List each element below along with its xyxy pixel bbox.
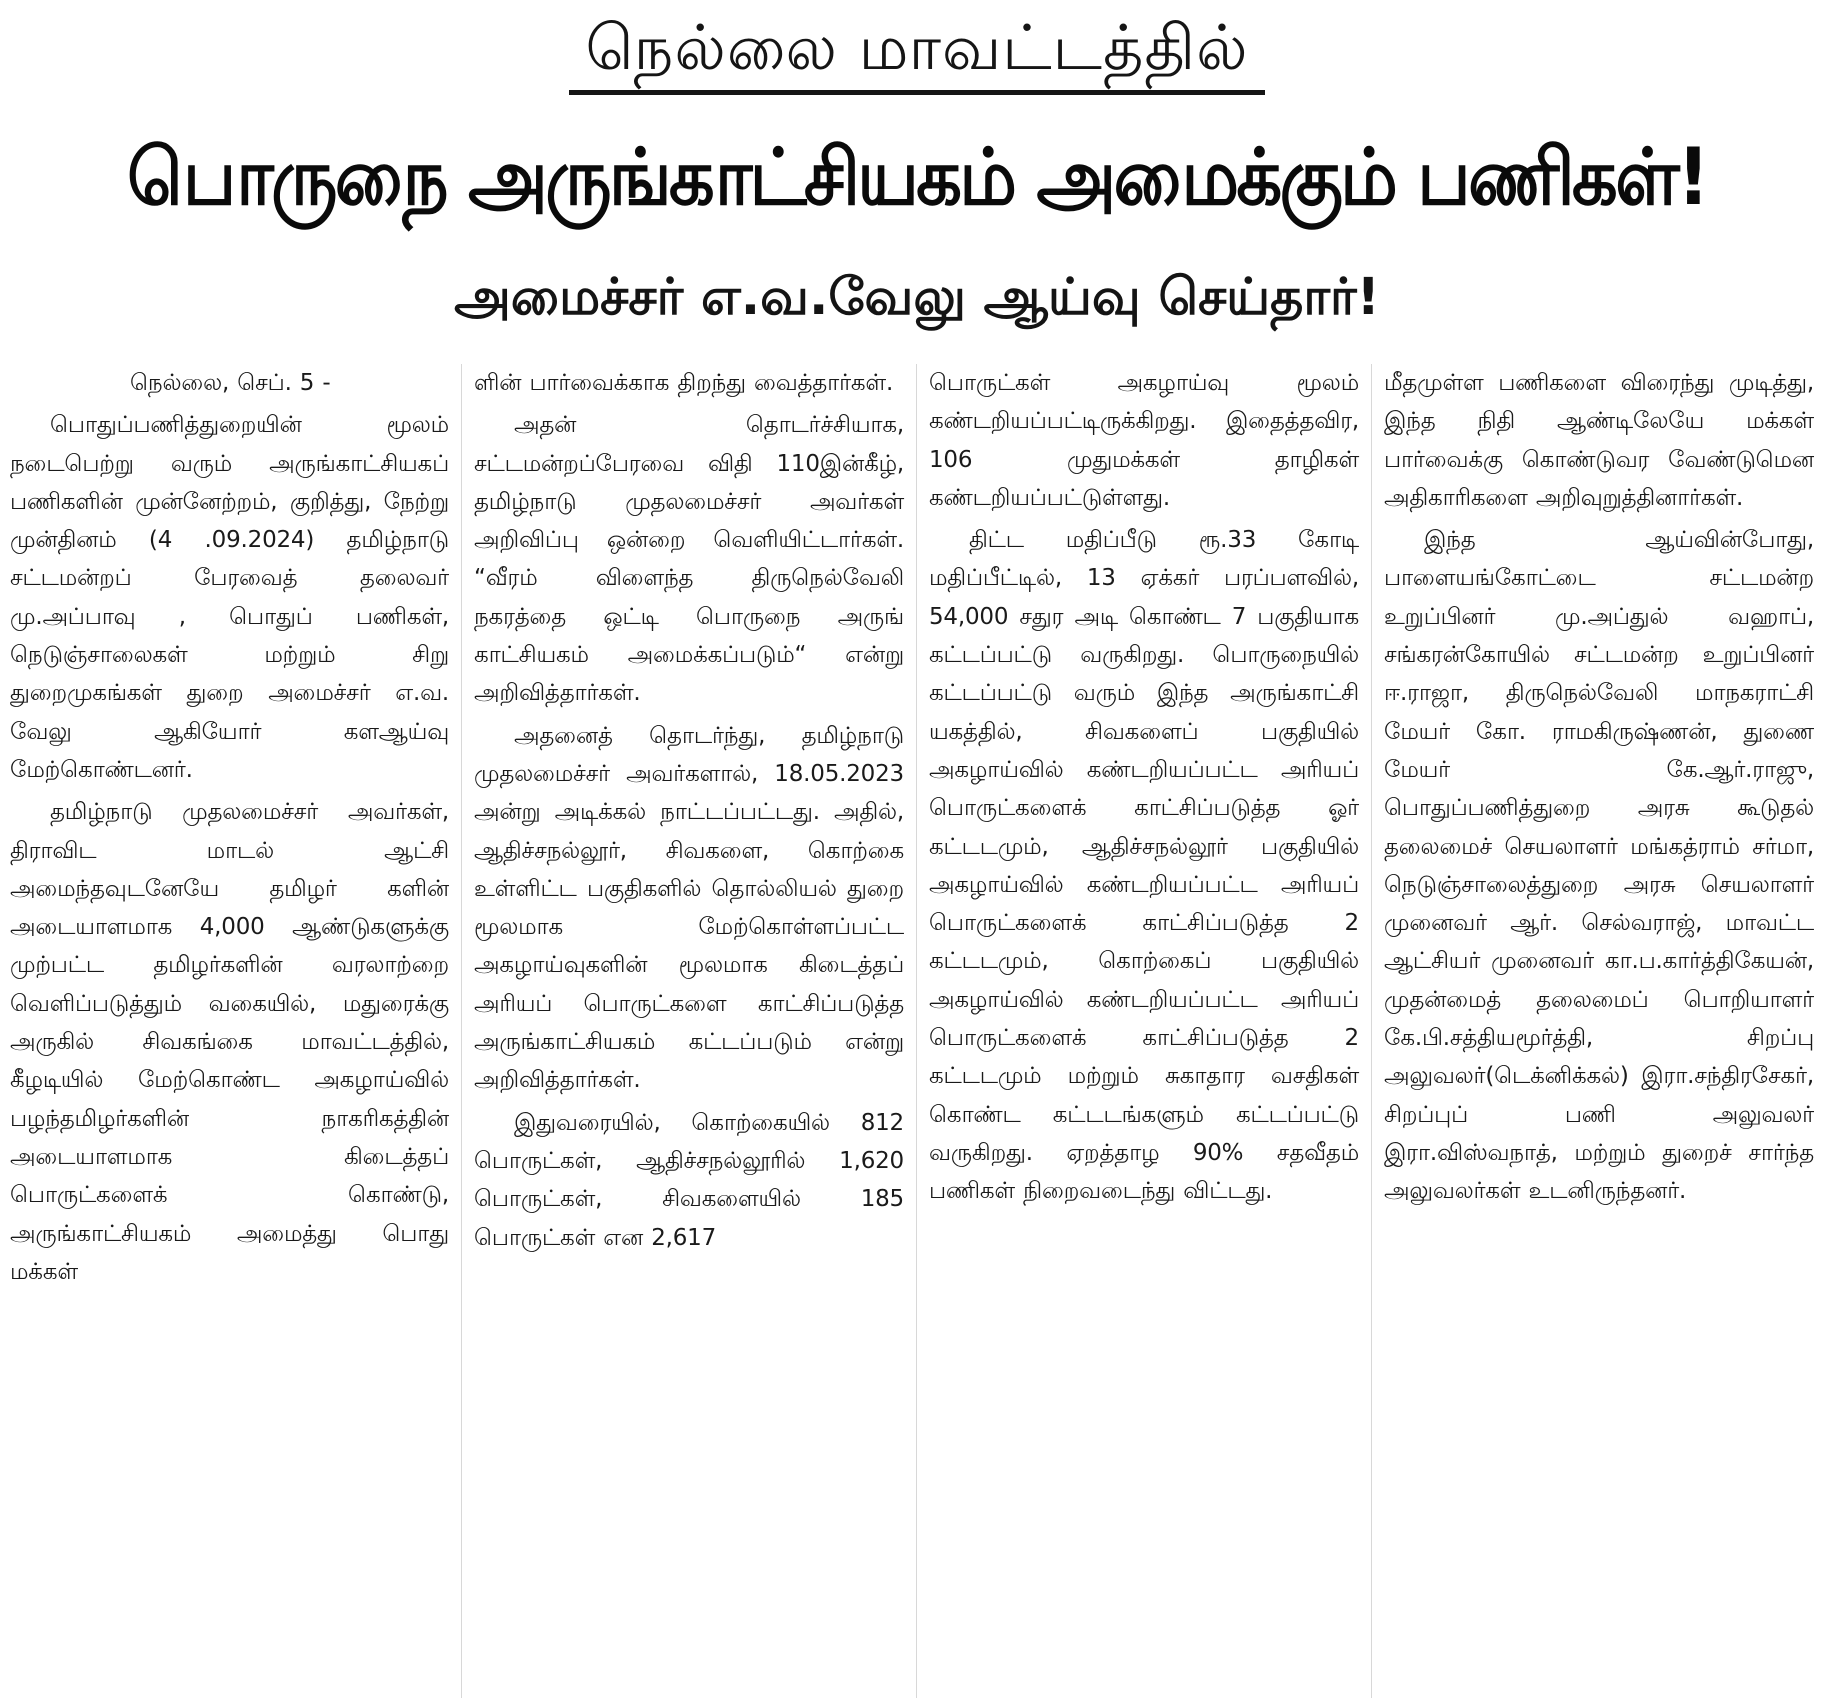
paragraph: மீதமுள்ள பணிகளை விரைந்து முடித்து, இந்த நிதி ஆண்டிலேயே மக்கள் பார்வைக்கு கொண்டுவர வேண்டுமென அதிகாரிகளை அறிவுறுத்தினார்கள். (1384, 370, 1814, 511)
paragraph: திட்ட மதிப்பீடு ரூ.33 கோடி மதிப்பீட்டில், 13 ஏக்கர் பரப்பளவில், 54,000 சதுர அடி கொண்ட 7 பகுதியாக கட்டப்பட்டு வருகிறது. பொருநையில் கட்டப்பட்டு வரும் இந்த அருங்காட்சி யகத்தில், சிவகளைப் பகுதியில் அகழாய்வில் கண்டறியப்பட்ட அரியப் பொருட்களைக் காட்சிப்படுத்த ஓர் கட்டடமும், ஆதிச்சநல்லூர் பகுதியில் அகழாய்வில் கண்டறியப்பட்ட அரியப் பொருட்களைக் காட்சிப்படுத்த 2 கட்டடமும், கொற்கைப் பகுதியில் அகழாய்வில் கண்டறியப்பட்ட அரியப் பொருட்களைக் காட்சிப்படுத்த 2 கட்டடமும் மற்றும் சுகாதார வசதிகள் கொண்ட கட்டடங்களும் கட்டப்பட்டு வருகிறது. ஏறத்தாழ 90% சதவீதம் பணிகள் நிறைவடைந்து விட்டது. (929, 527, 1359, 1205)
subheadline: அமைச்சர் எ.வ.வேலு ஆய்வு செய்தார்! (454, 268, 1380, 327)
paragraph: ளின் பார்வைக்காக திறந்து வைத்தார்கள். (474, 370, 894, 396)
column-3 (916, 364, 1371, 1698)
paragraph: அதன் தொடர்ச்சியாக, சட்டமன்றப்பேரவை விதி 110இன்கீழ், தமிழ்நாடு முதலமைச்சர் அவர்கள் அறிவிப்பு ஒன்றை வெளியிட்டார்கள். “வீரம் விளைந்த திருநெல்வேலி நகரத்தை ஒட்டி பொருநை அருங் காட்சியகம் அமைக்கப்படும்“ என்று அறிவித்தார்கள். (474, 412, 904, 707)
column-4 (1371, 364, 1826, 1698)
paragraph: இதுவரையில், கொற்கையில் 812 பொருட்கள், ஆதிச்சநல்லூரில் 1,620 பொருட்கள், சிவகளையில் 185 பொருட்கள் என 2,617 (474, 1109, 904, 1251)
paragraph: அதனைத் தொடர்ந்து, தமிழ்நாடு முதலமைச்சர் அவர்களால், 18.05.2023 அன்று அடிக்கல் நாட்டப்பட்டது. அதில், ஆதிச்சநல்லூர், சிவகளை, கொற்கை உள்ளிட்ட பகுதிகளில் தொல்லியல் துறை மூலமாக மேற்கொள்ளப்பட்ட அகழாய்வுகளின் மூலமாக கிடைத்தப் அரியப் பொருட்களை காட்சிப்படுத்த அருங்காட்சியகம் கட்டப்படும் என்று அறிவித்தார்கள். (474, 722, 904, 1094)
kicker-wrap (0, 6, 1834, 95)
column-2 (461, 364, 916, 1698)
paragraph: இந்த ஆய்வின்போது, பாளையங்கோட்டை சட்டமன்ற உறுப்பினர் மு.அப்துல் வஹாப், சங்கரன்கோயில் சட்டமன்ற உறுப்பினர் ஈ.ராஜா, திருநெல்வேலி மாநகராட்சி மேயர் கோ. ராமகிருஷ்ணன், துணை மேயர் கே.ஆர்.ராஜு, பொதுப்பணித்துறை அரசு கூடுதல் தலைமைச் செயலாளர் மங்கத்ராம் சர்மா, நெடுஞ்சாலைத்துறை அரசு செயலாளர் முனைவர் ஆர். செல்வராஜ், மாவட்ட ஆட்சியர் முனைவர் கா.ப.கார்த்திகேயன், முதன்மைத் தலைமைப் பொறியாளர் கே.பி.சத்தியமூர்த்தி, சிறப்பு அலுவலர்(டெக்னிக்கல்) இரா.சந்திரசேகர், சிறப்புப் பணி அலுவலர் இரா.விஸ்வநாத், மற்றும் துறைச் சார்ந்த அலுவலர்கள் உடனிருந்தனர். (1384, 527, 1814, 1205)
dateline: நெல்லை, செப். 5 - (130, 370, 331, 396)
headline: பொருநை அருங்காட்சியகம் அமைக்கும் பணிகள்! (126, 133, 1708, 223)
article-body (6, 364, 1828, 1698)
paragraph: பொருட்கள் அகழாய்வு மூலம் கண்டறியப்பட்டிருக்கிறது. இதைத்தவிர, 106 முதுமக்கள் தாழிகள் கண்டறியப்பட்டுள்ளது. (929, 370, 1359, 511)
paragraph: தமிழ்நாடு முதலமைச்சர் அவர்கள், திராவிட மாடல் ஆட்சி அமைந்தவுடனேயே தமிழர் களின் அடையாளமாக 4,000 ஆண்டுகளுக்கு முற்பட்ட தமிழர்களின் வரலாற்றை வெளிப்படுத்தும் வகையில், மதுரைக்கு அருகில் சிவகங்கை மாவட்டத்தில், கீழடியில் மேற்கொண்ட அகழாய்வில் பழந்தமிழர்களின் நாகரிகத்தின் அடையாளமாக கிடைத்தப் பொருட்களைக் கொண்டு, அருங்காட்சியகம் அமைத்து பொது மக்கள் (10, 799, 449, 1285)
kicker-title: நெல்லை மாவட்டத்தில் (569, 6, 1264, 95)
column-1 (6, 364, 461, 1698)
paragraph: பொதுப்பணித்துறையின் மூலம் நடைபெற்று வரும் அருங்காட்சியகப் பணிகளின் முன்னேற்றம், குறித்து, நேற்று முன்தினம் (4 .09.2024) தமிழ்நாடு சட்டமன்றப் பேரவைத் தலைவர் மு.அப்பாவு , பொதுப் பணிகள், நெடுஞ்சாலைகள் மற்றும் சிறு துறைமுகங்கள் துறை அமைச்சர் எ.வ. வேலு ஆகியோர் களஆய்வு மேற்கொண்டனர். (10, 412, 449, 783)
